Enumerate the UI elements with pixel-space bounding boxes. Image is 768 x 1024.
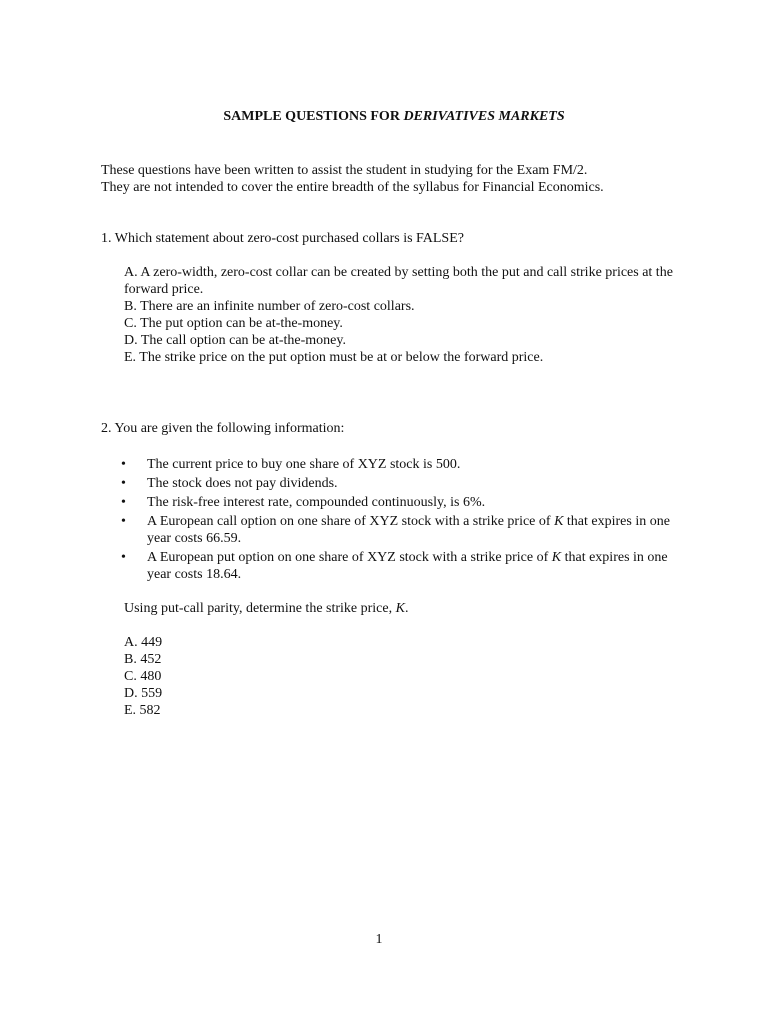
given-item [121,513,681,547]
strike-variable: K [551,550,562,565]
question-2-stem: 2. You are given the following information: [101,421,345,436]
prompt-after: . [404,601,409,616]
bullet-icon: • [121,457,126,472]
given-item-text: The current price to buy one share of XYZ stock is 500. [147,457,461,472]
question-2 [101,420,681,719]
given-item-text-after: that expires in one year costs 18.64. [147,550,668,582]
title-italic: DERIVATIVES MARKETS [403,109,565,124]
page-title [0,108,768,125]
question-2-option-e: E. 582 [124,703,161,718]
question-1-option-b: B. There are an infinite number of zero-cost collars. [124,299,415,314]
bullet-icon: • [121,550,126,565]
given-item [121,456,681,473]
intro-line-1: These questions have been written to assist the student in studying for the Exam FM/2. [101,163,588,178]
bullet-icon: • [121,476,126,491]
title-prefix: SAMPLE QUESTIONS FOR [223,109,404,124]
question-2-option-b: B. 452 [124,652,162,667]
given-item-text: The stock does not pay dividends. [147,476,338,491]
question-1-option-d: D. The call option can be at-the-money. [124,333,346,348]
given-item [121,549,681,583]
given-item [121,494,681,511]
given-item-text: The risk-free interest rate, compounded continuously, is 6%. [147,495,486,510]
question-2-options [124,634,681,719]
question-2-prompt [124,600,681,617]
page-number: 1 [375,932,383,947]
bullet-icon: • [121,495,126,510]
prompt-variable: K [395,601,405,616]
question-2-option-a: A. 449 [124,635,163,650]
question-1 [101,230,681,366]
given-item-text-before: A European put option on one share of XYZ stock with a strike price of [147,550,552,565]
question-1-stem: 1. Which statement about zero-cost purchased collars is FALSE? [101,231,464,246]
prompt-before: Using put-call parity, determine the strike price, [124,601,396,616]
given-item-text-before: A European call option on one share of XYZ stock with a strike price of [147,514,555,529]
question-1-option-c: C. The put option can be at-the-money. [124,316,343,331]
question-1-option-a: A. A zero-width, zero-cost collar can be created by setting both the put and call strike prices at the forward price. [124,265,673,297]
bullet-icon: • [121,514,126,529]
given-item [121,475,681,492]
question-2-given-list [121,456,681,583]
question-2-option-c: C. 480 [124,669,162,684]
question-1-option-e: E. The strike price on the put option must be at or below the forward price. [124,350,544,365]
intro-paragraph [101,162,681,196]
strike-variable: K [554,514,564,529]
given-item-text-after: that expires in one year costs 66.59. [147,514,670,546]
question-1-options [124,264,681,366]
intro-line-2: They are not intended to cover the entire breadth of the syllabus for Financial Economics. [101,180,604,195]
question-2-option-d: D. 559 [124,686,163,701]
